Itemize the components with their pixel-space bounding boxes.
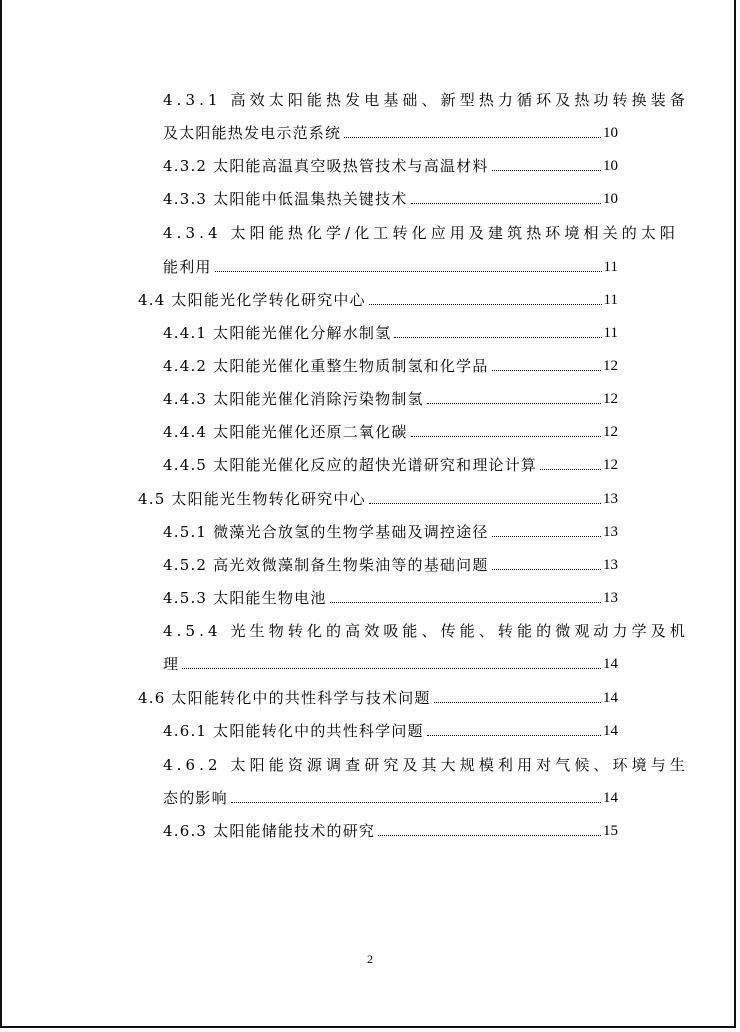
toc-page-number: 14 <box>603 790 618 806</box>
toc-page-number: 10 <box>603 191 618 207</box>
toc-entry-label: 4.5.3 太阳能生物电池 <box>163 589 327 607</box>
toc-entry-label: 4.4.2 太阳能光催化重整生物质制氢和化学品 <box>163 357 489 375</box>
toc-page-number: 11 <box>603 292 618 308</box>
dot-leader <box>394 336 601 338</box>
toc-entry-label: 4.6.2 太阳能资源调查研究及其大规模利用对气候、环境与生 <box>163 756 689 774</box>
toc-entry-4-4-1[interactable] <box>163 319 618 343</box>
dot-leader <box>344 136 601 138</box>
toc-entry-4-5-3[interactable] <box>163 584 618 608</box>
dot-leader <box>492 568 601 570</box>
toc-entry-4-5-2[interactable] <box>163 551 618 575</box>
toc-entry-4-6[interactable] <box>138 684 618 708</box>
toc-page-number: 10 <box>603 158 618 174</box>
toc-entry-label: 4.5.4 光生物转化的高效吸能、传能、转能的微观动力学及机 <box>163 622 689 640</box>
toc-page-number: 15 <box>603 823 618 839</box>
toc-entry-4-4-5[interactable] <box>163 451 618 475</box>
toc-entry-4-5[interactable] <box>138 485 618 509</box>
toc-entry-label: 4.3.2 太阳能高温真空吸热管技术与高温材料 <box>163 157 489 175</box>
dot-leader <box>411 435 601 437</box>
toc-page-number: 12 <box>603 457 618 473</box>
dot-leader <box>330 601 601 603</box>
toc-entry-4-3-2[interactable] <box>163 152 618 176</box>
toc-page-number: 12 <box>603 424 618 440</box>
toc-page-number: 11 <box>603 259 618 275</box>
dot-leader <box>369 303 602 305</box>
page-number: 2 <box>367 952 373 966</box>
toc-page-number: 13 <box>603 491 618 507</box>
toc-page-number: 10 <box>603 125 618 141</box>
toc-entry-label: 4.4 太阳能光化学转化研究中心 <box>138 291 366 309</box>
toc-entry-4-3-4-line2[interactable] <box>163 253 618 277</box>
dot-leader <box>182 667 601 669</box>
toc-entry-label: 4.3.1 高效太阳能热发电基础、新型热力循环及热功转换装备 <box>163 91 689 109</box>
dot-leader <box>492 169 601 171</box>
toc-page-number: 13 <box>603 524 618 540</box>
toc-entry-4-4-2[interactable] <box>163 352 618 376</box>
toc-entry-label: 4.6.3 太阳能储能技术的研究 <box>163 822 376 840</box>
toc-entry-label: 理 <box>163 655 180 673</box>
toc-entry-4-3-3[interactable] <box>163 185 618 209</box>
toc-page-number: 14 <box>603 723 618 739</box>
toc-entry-label: 能利用 <box>163 258 212 276</box>
toc-page-number: 13 <box>603 590 618 606</box>
toc-entry-4-6-2-line1[interactable] <box>163 751 689 775</box>
toc-entry-label: 及太阳能热发电示范系统 <box>163 124 342 142</box>
toc-entry-4-4-4[interactable] <box>163 418 618 442</box>
dot-leader <box>434 701 601 703</box>
toc-page-number: 11 <box>603 325 618 341</box>
toc-entry-label: 4.6 太阳能转化中的共性科学与技术问题 <box>138 689 431 707</box>
toc-page-number: 12 <box>603 391 618 407</box>
dot-leader <box>540 468 601 470</box>
toc-page-number: 14 <box>603 690 618 706</box>
toc-entry-4-4-3[interactable] <box>163 385 618 409</box>
dot-leader <box>427 734 601 736</box>
toc-entry-label: 4.3.3 太阳能中低温集热关键技术 <box>163 190 408 208</box>
dot-leader <box>411 202 601 204</box>
toc-entry-4-3-4-line1[interactable] <box>163 219 679 243</box>
toc-entry-4-6-2-line2[interactable] <box>163 784 618 808</box>
toc-entry-4-3-1-line2[interactable] <box>163 119 618 143</box>
toc-entry-label: 4.4.4 太阳能光催化还原二氧化碳 <box>163 423 408 441</box>
dot-leader <box>492 369 601 371</box>
toc-entry-4-5-4-line2[interactable] <box>163 650 618 674</box>
toc-page-number: 13 <box>603 557 618 573</box>
toc-entry-4-4[interactable] <box>138 286 618 310</box>
toc-entry-4-6-1[interactable] <box>163 717 618 741</box>
dot-leader <box>378 834 601 836</box>
toc-entry-label: 4.4.1 太阳能光催化分解水制氢 <box>163 324 392 342</box>
toc-entry-4-5-1[interactable] <box>163 518 618 542</box>
toc-page-number: 14 <box>603 656 618 672</box>
toc-entry-label: 4.3.4 太阳能热化学/化工转化应用及建筑热环境相关的太阳 <box>163 224 679 242</box>
toc-entry-label: 4.6.1 太阳能转化中的共性科学问题 <box>163 722 424 740</box>
toc-entry-label: 态的影响 <box>163 789 228 807</box>
dot-leader <box>492 535 601 537</box>
dot-leader <box>231 801 601 803</box>
toc-entry-4-6-3[interactable] <box>163 817 618 841</box>
toc-entry-label: 4.5.2 高光效微藻制备生物柴油等的基础问题 <box>163 556 489 574</box>
toc-entry-label: 4.4.5 太阳能光催化反应的超快光谱研究和理论计算 <box>163 456 538 474</box>
dot-leader <box>369 502 601 504</box>
toc-entry-label: 4.4.3 太阳能光催化消除污染物制氢 <box>163 390 424 408</box>
dot-leader <box>427 402 601 404</box>
toc-entry-label: 4.5 太阳能光生物转化研究中心 <box>138 490 366 508</box>
toc-entry-label: 4.5.1 微藻光合放氢的生物学基础及调控途径 <box>163 523 489 541</box>
toc-entry-4-3-1-line1[interactable] <box>163 86 689 110</box>
toc-page-number: 12 <box>603 358 618 374</box>
dot-leader <box>215 270 602 272</box>
toc-entry-4-5-4-line1[interactable] <box>163 617 689 641</box>
